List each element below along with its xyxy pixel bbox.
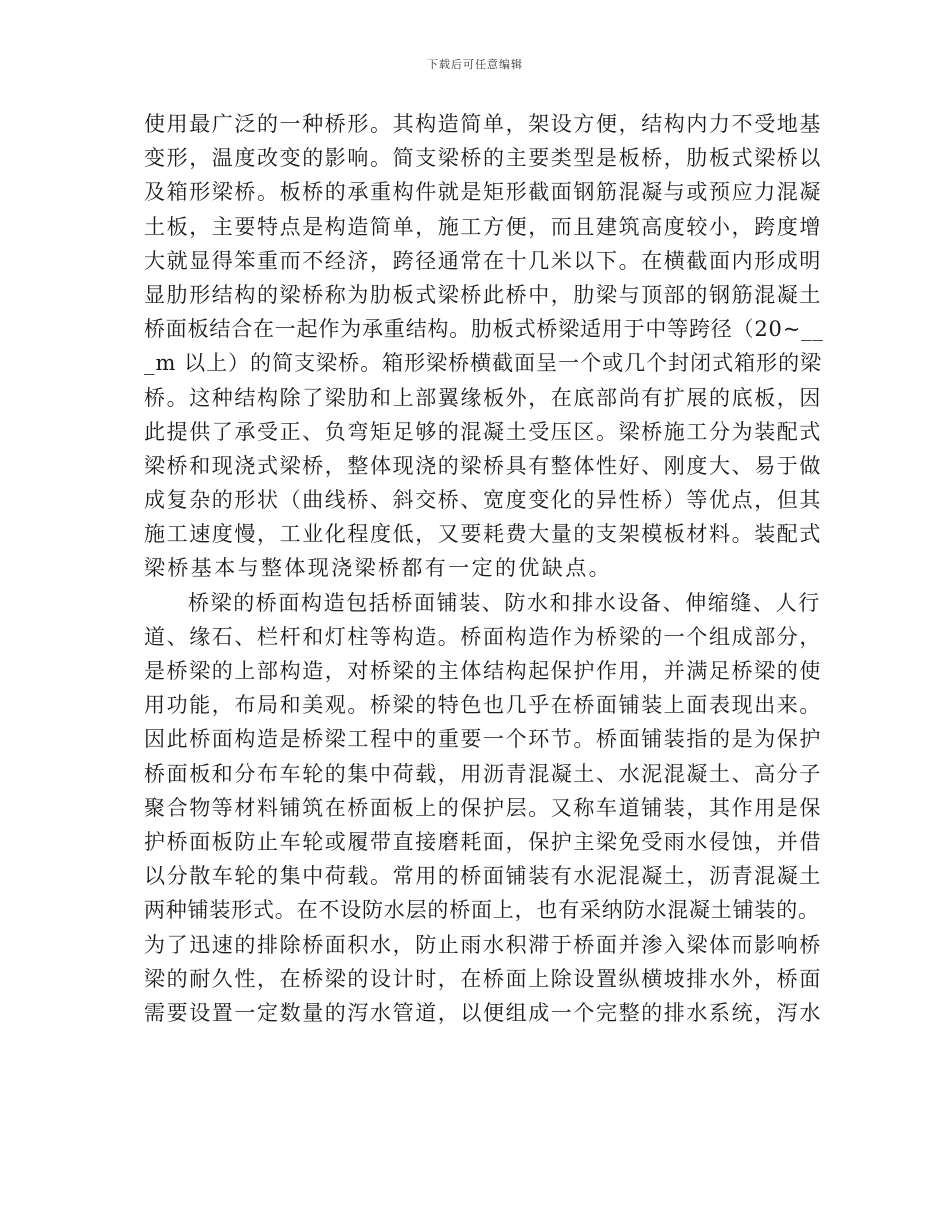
paragraph-1 — [144, 107, 824, 586]
page-header: 下载后可任意编辑 — [427, 58, 523, 71]
text-line: 以分散车轮的集中荷载。常用的桥面铺装有水泥混凝土，沥青混凝土 — [144, 864, 822, 889]
text-line: 护桥面板防止车轮或履带直接磨耗面，保护主梁免受雨水侵蚀，并借 — [144, 829, 822, 854]
text-line: 为了迅速的排除桥面积水，防止雨水积滞于桥面并渗入梁体而影响桥 — [144, 932, 822, 957]
text-line: 成复杂的形状（曲线桥、斜交桥、宽度变化的异性桥）等优点，但其 — [144, 488, 822, 513]
paragraph-2 — [144, 586, 824, 1030]
text-line: 使用最广泛的一种桥形。其构造简单，架设方便，结构内力不受地基 — [144, 112, 822, 136]
text-line: 梁桥基本与整体现浇梁桥都有一定的优缺点。 — [144, 556, 612, 581]
text-line: 道、缘石、栏杆和灯柱等构造。桥面构造作为桥梁的一个组成部分， — [144, 624, 822, 649]
text-line: 桥梁的桥面构造包括桥面铺装、防水和排水设备、伸缩缝、人行 — [188, 590, 821, 615]
text-line: 聚合物等材料铺筑在桥面板上的保护层。又称车道铺装，其作用是保 — [144, 795, 822, 820]
text-line: 用功能，布局和美观。桥梁的特色也几乎在桥面铺装上面表现出来。 — [144, 693, 822, 718]
text-line: 桥面板结合在一起作为承重结构。肋板式桥梁适用于中等跨径（20~__ — [144, 317, 824, 342]
text-line: 变形，温度改变的影响。简支梁桥的主要类型是板桥，肋板式梁桥以 — [144, 146, 822, 171]
text-line: 是桥梁的上部构造，对桥梁的主体结构起保护作用，并满足桥梁的使 — [144, 659, 822, 683]
text-line: 桥。这种结构除了梁肋和上部翼缘板外，在底部尚有扩展的底板，因 — [144, 385, 822, 410]
text-line: 桥面板和分布车轮的集中荷载，用沥青混凝土、水泥混凝土、高分子 — [144, 761, 822, 786]
text-line: 梁桥和现浇式梁桥，整体现浇的梁桥具有整体性好、刚度大、易于做 — [144, 453, 822, 478]
text-line: _m 以上）的简支梁桥。箱形梁桥横截面呈一个或几个封闭式箱形的梁 — [144, 351, 823, 376]
document-body — [144, 107, 824, 1030]
text-line: 显肋形结构的梁桥称为肋板式梁桥此桥中，肋梁与顶部的钢筋混凝土 — [144, 282, 822, 307]
text-line: 土板，主要特点是构造简单，施工方便，而且建筑高度较小，跨度增 — [144, 214, 822, 239]
text-line: 大就显得笨重而不经济，跨径通常在十几米以下。在横截面内形成明 — [144, 248, 822, 273]
text-line: 因此桥面构造是桥梁工程中的重要一个环节。桥面铺装指的是为保护 — [144, 727, 822, 752]
text-line: 及箱形梁桥。板桥的承重构件就是矩形截面钢筋混凝与或预应力混凝 — [144, 180, 822, 205]
text-line: 需要设置一定数量的泻水管道，以便组成一个完整的排水系统，泻水 — [144, 1000, 822, 1025]
text-line: 梁的耐久性，在桥梁的设计时，在桥面上除设置纵横坡排水外，桥面 — [144, 966, 822, 991]
text-line: 两种铺装形式。在不设防水层的桥面上，也有采纳防水混凝土铺装的。 — [144, 898, 820, 923]
text-line: 此提供了承受正、负弯矩足够的混凝土受压区。梁桥施工分为装配式 — [144, 419, 822, 444]
text-line: 施工速度慢，工业化程度低，又要耗费大量的支架模板材料。装配式 — [144, 522, 822, 547]
